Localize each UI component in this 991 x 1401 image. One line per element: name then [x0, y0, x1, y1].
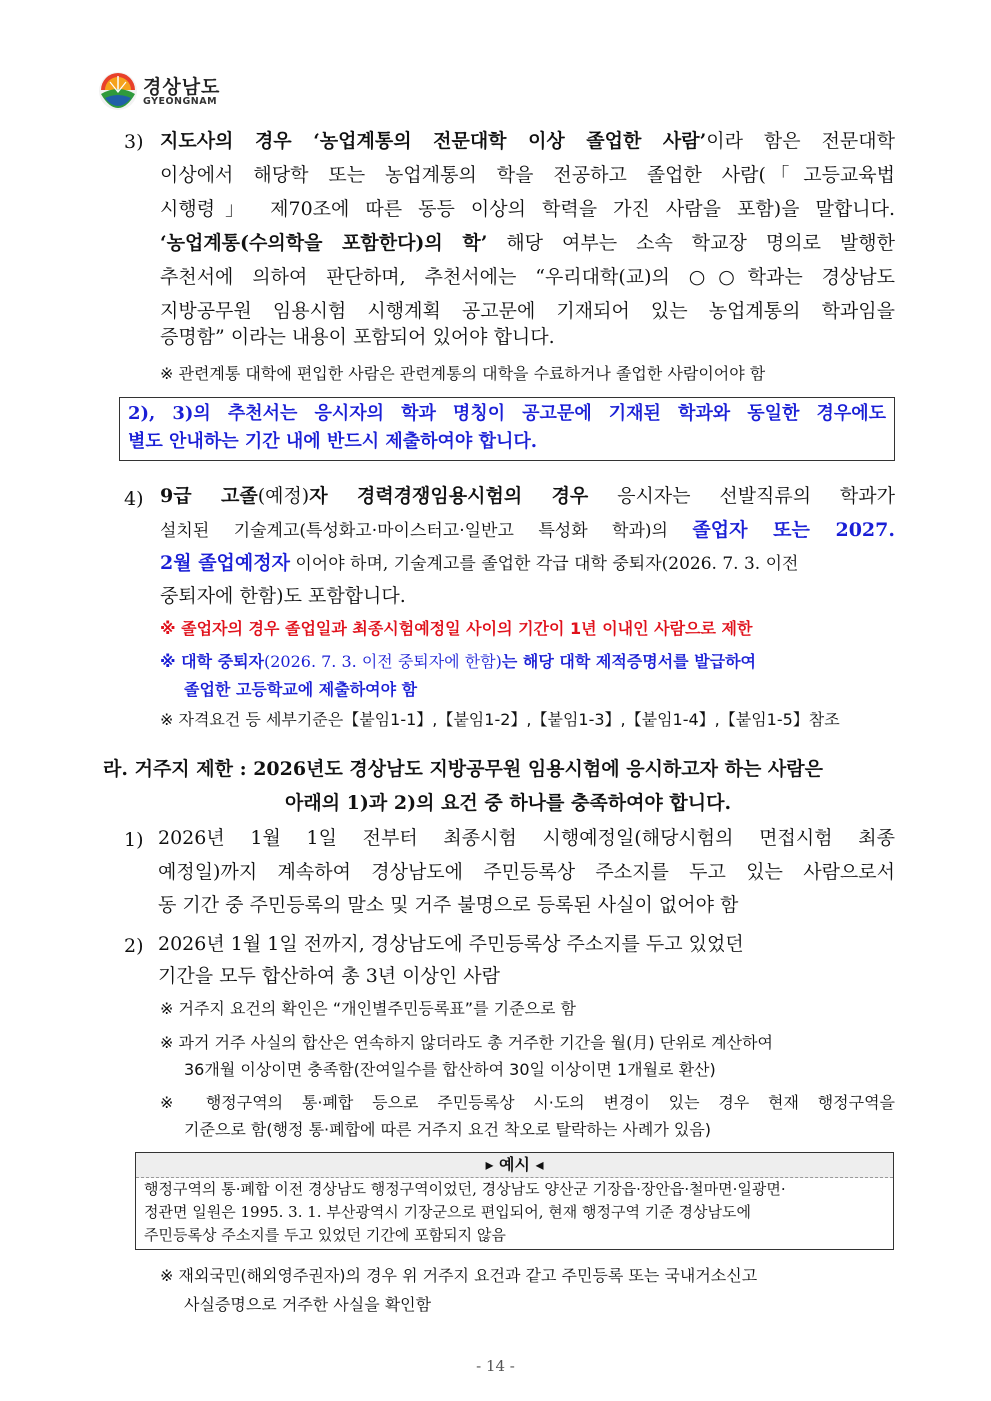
- example-box-header: ▸ 예시 ◂: [136, 1153, 893, 1178]
- residence-note-3-line-2: 기준으로 함(행정 통·폐합에 따른 거주지 요건 착오로 탈락하는 사례가 있음): [184, 1120, 712, 1139]
- residence-item-2-line-1: 2026년 1월 1일 전까지, 경상남도에 주민등록상 주소지를 두고 있었던: [158, 933, 744, 955]
- page-number: - 14 -: [476, 1357, 515, 1375]
- item-4-line-3: 2월 졸업예정자 이어야 하며, 기술계고를 졸업한 각급 대학 중퇴자(2026. 7. 3. 이전: [160, 552, 799, 574]
- item-4-note-red: ※ 졸업자의 경우 졸업일과 최종시험예정일 사이의 기간이 1년 이내인 사람으로 제한: [160, 619, 753, 638]
- gyeongnam-emblem-icon: [97, 70, 139, 112]
- item-3-line-5: 추천서에 의하여 판단하며, 추천서에는 “우리대학(교)의 ○○학과는 경상남도: [160, 266, 895, 288]
- item-4-note-reference: ※ 자격요건 등 세부기준은【붙임1-1】,【붙임1-2】,【붙임1-3】,【붙임1-4】,【붙임1-5】참조: [160, 710, 840, 729]
- logo-english-text: GYEONGNAM: [143, 96, 218, 107]
- item-4-line-2: 설치된 기술계고(특성화고·마이스터고·일반고 특성화 학과)의 졸업자 또는 2027.: [160, 519, 895, 541]
- item-3-line-3: 시행령」 제70조에 따른 동등 이상의 학력을 가진 사람을 포함)을 말합니다.: [160, 198, 895, 220]
- item-4-number: 4): [124, 488, 144, 510]
- residence-note-1: ※ 거주지 요건의 확인은 “개인별주민등록표”를 기준으로 함: [160, 999, 576, 1018]
- section-ra-heading-line-2: 아래의 1)과 2)의 요건 중 하나를 충족하여야 합니다.: [285, 792, 732, 814]
- item-4-line-1: 9급 고졸(예정)자 경력경쟁임용시험의 경우 응시자는 선발직류의 학과가: [160, 485, 895, 507]
- item-3-line-2: 이상에서 해당학 또는 농업계통의 학을 전공하고 졸업한 사람(「고등교육법: [160, 164, 895, 186]
- item-4-line-4: 중퇴자에 한함)도 포함합니다.: [160, 585, 406, 607]
- item-3-line-1: 지도사의 경우 ‘농업계통의 전문대학 이상 졸업한 사람’이라 함은 전문대학: [160, 130, 895, 152]
- section-ra-heading-line-1: 라. 거주지 제한 : 2026년도 경상남도 지방공무원 임용시험에 응시하고자 하는 사람은: [103, 758, 823, 780]
- residence-note-2-line-1: ※ 과거 거주 사실의 합산은 연속하지 않더라도 총 거주한 기간을 월(月) 단위로 계산하여: [160, 1033, 773, 1052]
- gyeongnam-logo: [97, 70, 232, 112]
- item-3-number: 3): [124, 131, 144, 153]
- residence-note-2-line-2: 36개월 이상이면 충족함(잔여일수를 합산하여 30일 이상이면 1개월로 환산): [184, 1060, 716, 1079]
- notice-line-1: 2), 3)의 추천서는 응시자의 학과 명칭이 공고문에 기재된 학과와 동일한 경우에도: [128, 403, 886, 424]
- logo-korean-text: 경상남도: [143, 76, 221, 98]
- item-4-note-blue-1: ※ 대학 중퇴자(2026. 7. 3. 이전 중퇴자에 한함)는 해당 대학 제적증명서를 발급하여: [160, 652, 757, 671]
- item-3-line-4: ‘농업계통(수의학을 포함한다)의 학’ 해당 여부는 소속 학교장 명의로 발행한: [160, 232, 895, 254]
- final-note-line-2: 사실증명으로 거주한 사실을 확인함: [184, 1295, 432, 1314]
- residence-item-1-line-2: 예정일)까지 계속하여 경상남도에 주민등록상 주소지를 두고 있는 사람으로서: [158, 861, 895, 883]
- residence-item-2-line-2: 기간을 모두 합산하여 총 3년 이상인 사람: [158, 965, 500, 987]
- final-note-line-1: ※ 재외국민(해외영주권자)의 경우 위 거주지 요건과 같고 주민등록 또는 국내거소신고: [160, 1266, 758, 1285]
- notice-line-2: 별도 안내하는 기간 내에 반드시 제출하여야 합니다.: [128, 431, 538, 452]
- item-4-note-blue-2: 졸업한 고등학교에 제출하여야 함: [184, 680, 418, 699]
- residence-item-2-number: 2): [124, 935, 144, 957]
- item-3-note: ※ 관련계통 대학에 편입한 사람은 관련계통의 대학을 수료하거나 졸업한 사람이어야 함: [160, 364, 766, 383]
- example-line-1: 행정구역의 통·폐합 이전 경상남도 행정구역이었던, 경상남도 양산군 기장읍·장안읍·철마면·일광면·: [144, 1180, 786, 1198]
- example-line-3: 주민등록상 주소지를 두고 있었던 기간에 포함되지 않음: [144, 1226, 506, 1244]
- example-box: [135, 1152, 894, 1250]
- residence-item-1-number: 1): [124, 829, 144, 851]
- residence-item-1-line-1: 2026년 1월 1일 전부터 최종시험 시행예정일(해당시험의 면접시험 최종: [158, 827, 895, 849]
- residence-note-3-line-1: ※ 행정구역의 통·폐합 등으로 주민등록상 시·도의 변경이 있는 경우 현재 행정구역을: [160, 1093, 895, 1112]
- item-3-line-7: 증명함” 이라는 내용이 포함되어 있어야 합니다.: [160, 326, 555, 348]
- example-line-2: 정관면 일원은 1995. 3. 1. 부산광역시 기장군으로 편입되어, 현재 행정구역 기준 경상남도에: [144, 1203, 751, 1221]
- item-3-line-6: 지방공무원 임용시험 시행계획 공고문에 기재되어 있는 농업계통의 학과임을: [160, 300, 895, 322]
- notice-box: [119, 397, 895, 461]
- residence-item-1-line-3: 동 기간 중 주민등록의 말소 및 거주 불명으로 등록된 사실이 없어야 함: [158, 894, 739, 916]
